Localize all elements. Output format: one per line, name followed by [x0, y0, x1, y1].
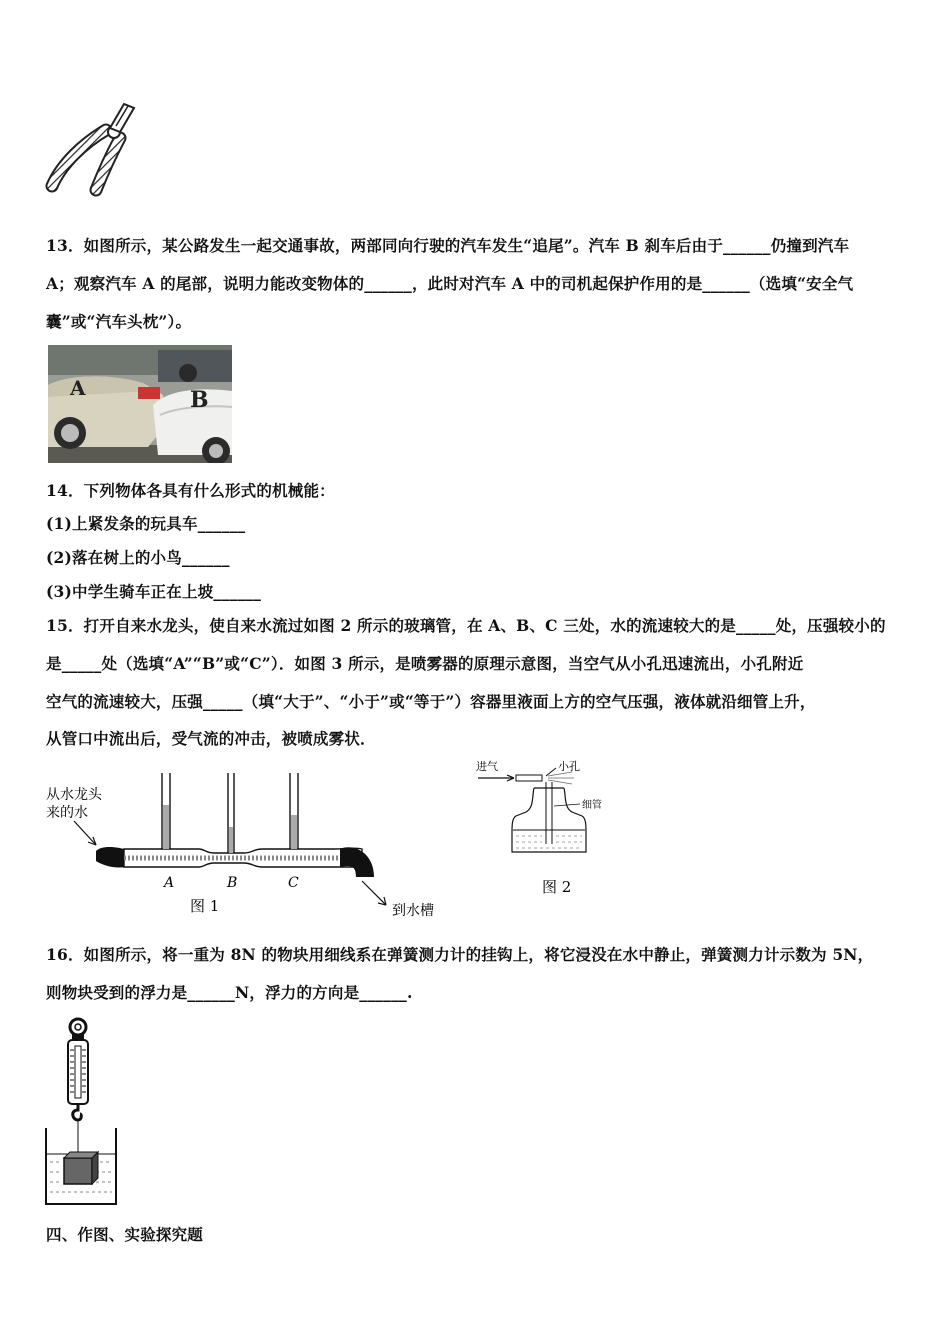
q13-line-1: 13．如图所示，某公路发生一起交通事故，两部同向行驶的汽车发生“追尾”。汽车 B 刹车后由于______仍撞到汽车 [46, 236, 850, 255]
point-a-label: A [164, 875, 175, 891]
q13-line-2: A；观察汽车 A 的尾部，说明力能改变物体的______，此时对汽车 A 中的司机起保护作用的是______（选填“安全气 [46, 274, 854, 293]
q15-line-2: 是_____处（选填“A”“B”或“C”）．如图 3 所示，是喷雾器的原理示意图，当空气从小孔迅速流出，小孔附近 [46, 654, 804, 673]
q16-line-1: 16．如图所示，将一重为 8N 的物块用细线系在弹簧测力计的挂钩上，将它浸没在水中静止，弹簧测力计示数为 5N， [46, 945, 874, 964]
pliers-figure [44, 98, 144, 198]
air-in-label: 进气 [476, 760, 498, 773]
q15-line-1: 15．打开自来水龙头，使自来水流过如图 2 所示的玻璃管，在 A、B、C 三处，水的流速较大的是_____处，压强较小的 [46, 616, 886, 635]
source-label-line2: 来的水 [46, 805, 88, 821]
figure-1-caption: 图 1 [190, 897, 220, 915]
source-label-line1: 从水龙头 [46, 787, 102, 803]
q15-line-3: 空气的流速较大，压强_____（填“大于”、“小于”或“等于”）容器里液面上方的空气压强，液体就沿细管上升， [46, 692, 816, 711]
q14-item-2: (2)落在树上的小鸟______ [46, 548, 230, 567]
venturi-pipe-figure [44, 765, 454, 925]
tube-label: 细管 [582, 800, 602, 811]
q14-item-3: (3)中学生骑车正在上坡______ [46, 582, 262, 601]
car-a-label: A [70, 376, 86, 400]
car-collision-photo [48, 345, 232, 463]
car-b-label: B [190, 387, 209, 413]
figure-2-caption: 图 2 [542, 878, 572, 896]
hole-label: 小孔 [558, 760, 580, 773]
atomizer-figure [472, 756, 622, 906]
q13-line-3: 囊”或“汽车头枕”）。 [46, 312, 192, 331]
section-4-heading: 四、作图、实验探究题 [46, 1225, 204, 1244]
q14-item-1: (1)上紧发条的玩具车______ [46, 514, 246, 533]
spring-scale-figure [44, 1016, 124, 1208]
q14-stem: 14．下列物体各具有什么形式的机械能： [46, 481, 335, 500]
point-c-label: C [288, 875, 299, 891]
outlet-label: 到水槽 [392, 903, 434, 919]
q16-line-2: 则物块受到的浮力是______N，浮力的方向是______. [46, 983, 413, 1002]
q15-line-4: 从管口中流出后，受气流的冲击，被喷成雾状． [46, 729, 376, 748]
point-b-label: B [227, 875, 238, 891]
